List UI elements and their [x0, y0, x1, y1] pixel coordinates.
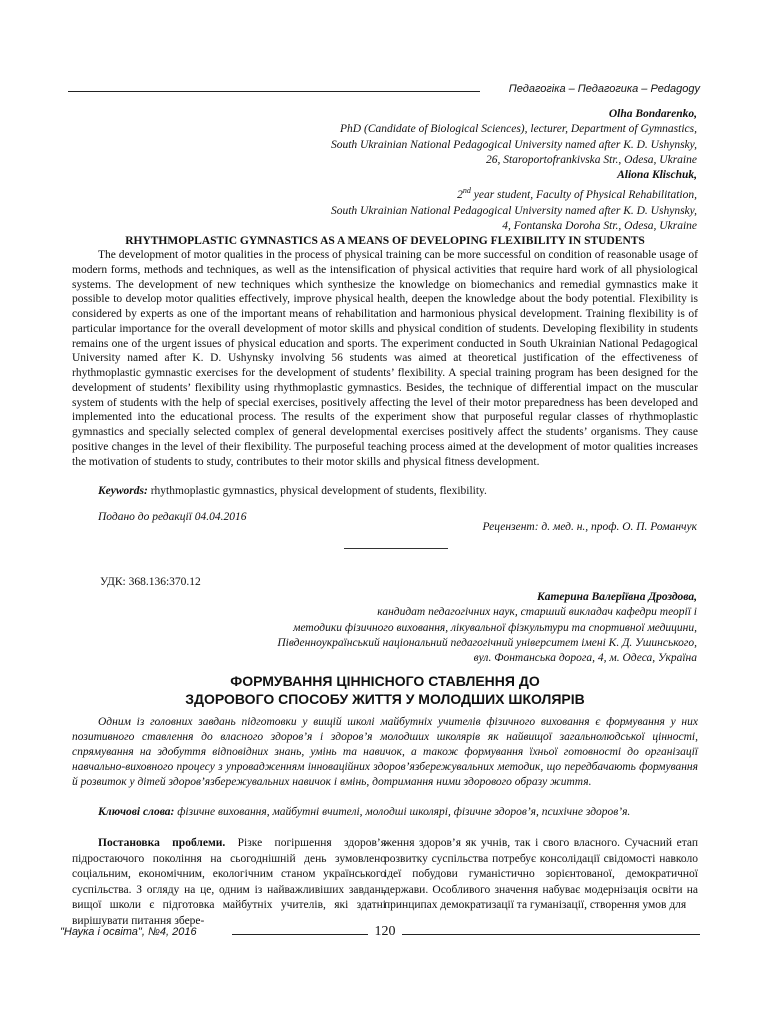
section-heading-inline: Постановка проблеми.: [98, 837, 226, 849]
abstract-en: The development of motor qualities in the process of physical training can be more successful on condition of reasonable usage of modern forms, methods and techniques, as well as the intensification of physical activities that require hard work of all physiological systems. The development of new techniques which synthesize the knowledge on biomechanics and remedial gymnastics make it possible to develop motor qualities effectively, improve physical health, deepen the knowledge about the body potential. Flexibility is considered by experts as one of the important means of rehabilitation and harmonious physical development. Training flexibility is of particular importance for the overall development of motor skills and physical condition of students. Developing flexibility in students remains one of the urgent issues of physical education and sports. The experiment conducted in South Ukrainian National Pedagogical University named after K. D. Ushynsky involving 56 students was aimed at theoretical justification of the effectiveness of rhythmoplastic gymnastic exercises for the development of students’ flexibility. A special training program has been designed for the development of students’ flexibility using rhythmoplastic gymnastics. Besides, the technique of differential impact on the muscular system of students with the help of special exercises, positively affecting the level of their motor preparedness has been developed and implemented into the educational process. The results of the experiment show that purposeful regular classes of rhythmoplastic gymnastics and specially selected complex of general developmental exercises positively affect the students’ organisms. They cause positive changes in the level of their flexibility. The purposeful teaching process aimed at the development of motor qualities increases the motivation of students to study, contributes to their motor skills and physical fitness development.: [72, 249, 698, 468]
footer-rule: [232, 934, 368, 935]
article-title-en: RHYTHMOPLASTIC GYMNASTICS AS A MEANS OF DEVELOPING FLEXIBILITY IN STUDENTS: [125, 235, 645, 247]
journal-footer: "Наука і освіта", №4, 2016: [60, 926, 197, 938]
author-block-ua: [277, 590, 697, 666]
author-address-line: вул. Фонтанська дорога, 4, м. Одеса, Україна: [473, 652, 697, 665]
keywords-en: [72, 485, 698, 497]
title-line: ФОРМУВАННЯ ЦІННІСНОГО СТАВЛЕННЯ ДО: [230, 673, 540, 689]
author-address-line: 4, Fontanska Doroha Str., Odesa, Ukraine: [502, 219, 697, 232]
title-line: ЗДОРОВОГО СПОСОБУ ЖИТТЯ У МОЛОДШИХ ШКОЛЯРІВ: [185, 691, 585, 707]
keywords-text: rhythmoplastic gymnastics, physical development of students, flexibility.: [147, 485, 487, 497]
keywords-label: Keywords:: [98, 485, 148, 497]
author-affiliation-line: PhD (Candidate of Biological Sciences), lecturer, Department of Gymnastics,: [340, 123, 697, 136]
footer-rule: [402, 934, 700, 935]
author-block-en: [331, 107, 697, 234]
author-name: Катерина Валеріївна Дроздова,: [537, 591, 697, 603]
keywords-text: фізичне виховання, майбутні вчителі, молодші школярі, фізичне здоров’я, психічне здоров’я.: [174, 806, 631, 818]
author-name: Aliona Klischuk,: [617, 169, 697, 182]
submission-date: Подано до редакції 04.04.2016: [98, 511, 247, 523]
reviewer: Рецензент: д. мед. н., проф. О. П. Романчук: [482, 521, 697, 533]
udc-code: УДК: 368.136:370.12: [100, 576, 201, 588]
article-title-ua: [72, 672, 698, 708]
section-tag: Педагогіка – Педагогика – Pedagogy: [508, 83, 700, 95]
author-affiliation-line: Південноукраїнський національний педагогічний університет імені К. Д. Ушинського,: [277, 636, 697, 649]
body-text: Різке погіршення здоров’я підростаючого покоління на сьогоднішній день зумовлено соціальним, економічним, екологічним станом українського суспільства. З огляду на це, одним із найважливіших завдань вищої школи є підготовка майбутніх учителів, які здатні вирішувати питання збере-: [72, 837, 386, 927]
abstract-ua: Одним із головних завдань підготовки у вищій школі майбутніх учителів фізичного виховання є формування у них позитивного ставлення до власного здоров’я і здоров’я молодших школярів як найвищої загальнолюдської цінності, спрямування на здобуття відповідних знань, умінь та навичок, а також формування їхньої готовності до організації навчально-виховного процесу з упровадженням інноваційних здоров’язбережувальних методик, що передбачають формування й розвиток у дітей здоров’язбережувальних навичок і вмінь, дотримання ними здорового образу життя.: [72, 716, 698, 788]
keywords-label: Ключові слова:: [98, 806, 175, 818]
author-name: Olha Bondarenko,: [608, 108, 697, 120]
author-address-line: 26, Staroportofrankivska Str., Odesa, Ukraine: [485, 153, 697, 166]
section-divider: [344, 548, 448, 549]
page-number: 120: [374, 924, 396, 939]
body-column-left: [72, 836, 386, 930]
author-affiliation-line: кандидат педагогічних наук, старший викладач кафедри теорії і: [377, 606, 697, 619]
body-column-right: ження здоров’я як учнів, так і свого власного. Сучасний етап розвитку суспільства потребує консолідації свідомості навколо ідеї побудови гуманістично зорієнтованої, демократичної держави. Особливого значення набуває модернізація освіти на принципах демократизації та гуманізації, створення умов для: [384, 837, 698, 912]
author-affiliation-line: методики фізичного виховання, лікувальної фізкультури та спортивної медицини,: [293, 621, 697, 634]
header-rule: [68, 91, 480, 92]
keywords-ua: [72, 806, 698, 818]
author-affiliation-line: South Ukrainian National Pedagogical University named after K. D. Ushynsky,: [330, 138, 697, 151]
author-affiliation-line: South Ukrainian National Pedagogical University named after K. D. Ushynsky,: [330, 204, 697, 217]
author-affiliation-line: 2nd year student, Faculty of Physical Rehabilitation,: [457, 186, 697, 202]
